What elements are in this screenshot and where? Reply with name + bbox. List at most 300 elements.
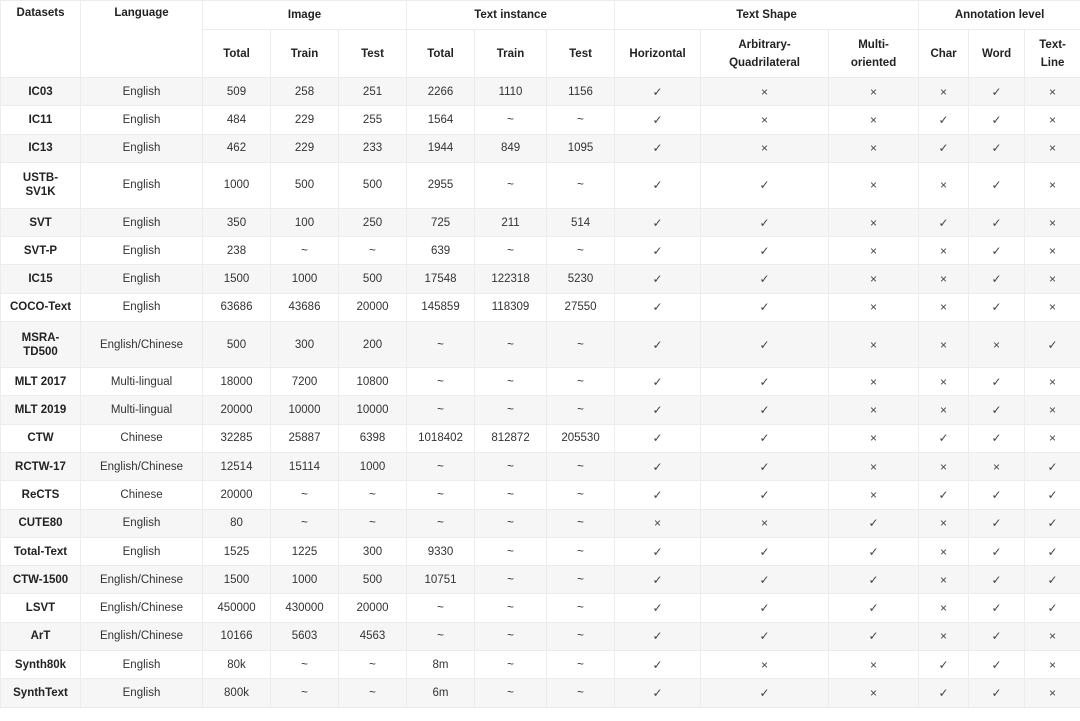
cell-multi-oriented: ✓	[829, 566, 919, 594]
cell-image-test: 255	[339, 106, 407, 134]
cell-dataset: LSVT	[1, 594, 81, 622]
cell-image-train: 5603	[271, 622, 339, 650]
cell-arbitrary-quadrilateral: ✓	[701, 424, 829, 452]
header-arbitrary-quadrilateral: Arbitrary-Quadrilateral	[701, 30, 829, 78]
cell-language: English/Chinese	[81, 452, 203, 480]
cell-text-line: ×	[1025, 208, 1080, 236]
cell-image-total: 80	[203, 509, 271, 537]
table-row	[1, 537, 1080, 565]
cell-arbitrary-quadrilateral: ✓	[701, 594, 829, 622]
header-horizontal: Horizontal	[615, 30, 701, 78]
cell-multi-oriented: ×	[829, 396, 919, 424]
cell-horizontal: ✓	[615, 106, 701, 134]
cell-text-test: 205530	[547, 424, 615, 452]
cell-arbitrary-quadrilateral: ×	[701, 78, 829, 106]
cell-text-line: ×	[1025, 293, 1080, 321]
cell-language: Chinese	[81, 481, 203, 509]
header-word: Word	[969, 30, 1025, 78]
cell-image-train: 258	[271, 78, 339, 106]
cell-text-total: 2266	[407, 78, 475, 106]
cell-dataset: IC13	[1, 134, 81, 162]
cell-dataset: SVT-P	[1, 237, 81, 265]
header-text-train: Train	[475, 30, 547, 78]
header-char: Char	[919, 30, 969, 78]
table-row	[1, 622, 1080, 650]
cell-char: ✓	[919, 106, 969, 134]
cell-image-train: 25887	[271, 424, 339, 452]
cell-word: ✓	[969, 679, 1025, 707]
cell-multi-oriented: ✓	[829, 622, 919, 650]
cell-image-train: 100	[271, 208, 339, 236]
cell-language: English	[81, 208, 203, 236]
cell-text-total: 1944	[407, 134, 475, 162]
cell-horizontal: ✓	[615, 594, 701, 622]
cell-image-train: 1000	[271, 265, 339, 293]
cell-text-train: ~	[475, 651, 547, 679]
cell-multi-oriented: ✓	[829, 594, 919, 622]
cell-text-line: ×	[1025, 424, 1080, 452]
cell-language: English	[81, 651, 203, 679]
cell-text-test: ~	[547, 566, 615, 594]
cell-multi-oriented: ×	[829, 293, 919, 321]
cell-dataset: IC03	[1, 78, 81, 106]
cell-text-test: 1156	[547, 78, 615, 106]
cell-image-test: 200	[339, 322, 407, 368]
table-header	[1, 1, 1080, 78]
cell-image-total: 800k	[203, 679, 271, 707]
cell-word: ✓	[969, 293, 1025, 321]
cell-word: ×	[969, 322, 1025, 368]
cell-arbitrary-quadrilateral: ✓	[701, 293, 829, 321]
cell-text-train: 1110	[475, 78, 547, 106]
cell-arbitrary-quadrilateral: ✓	[701, 368, 829, 396]
cell-text-test: ~	[547, 162, 615, 208]
cell-image-total: 1525	[203, 537, 271, 565]
cell-dataset: Total-Text	[1, 537, 81, 565]
cell-text-line: ×	[1025, 651, 1080, 679]
header-image: Image	[203, 1, 407, 30]
cell-dataset: SynthText	[1, 679, 81, 707]
cell-word: ✓	[969, 424, 1025, 452]
cell-word: ✓	[969, 162, 1025, 208]
cell-image-train: 1225	[271, 537, 339, 565]
cell-arbitrary-quadrilateral: ✓	[701, 481, 829, 509]
cell-text-train: 122318	[475, 265, 547, 293]
cell-image-total: 80k	[203, 651, 271, 679]
cell-image-train: 10000	[271, 396, 339, 424]
table-row	[1, 679, 1080, 707]
table-body	[1, 78, 1080, 708]
cell-text-total: ~	[407, 622, 475, 650]
cell-arbitrary-quadrilateral: ✓	[701, 237, 829, 265]
cell-arbitrary-quadrilateral: ✓	[701, 566, 829, 594]
cell-text-test: 27550	[547, 293, 615, 321]
cell-text-test: ~	[547, 396, 615, 424]
cell-language: English/Chinese	[81, 622, 203, 650]
cell-arbitrary-quadrilateral: ✓	[701, 537, 829, 565]
cell-text-total: ~	[407, 396, 475, 424]
cell-char: ×	[919, 452, 969, 480]
cell-image-train: ~	[271, 509, 339, 537]
cell-image-test: 500	[339, 162, 407, 208]
table-row	[1, 481, 1080, 509]
cell-text-line: ×	[1025, 162, 1080, 208]
cell-text-train: ~	[475, 237, 547, 265]
cell-char: ×	[919, 566, 969, 594]
cell-image-total: 462	[203, 134, 271, 162]
cell-horizontal: ✓	[615, 424, 701, 452]
cell-arbitrary-quadrilateral: ✓	[701, 162, 829, 208]
cell-text-total: ~	[407, 452, 475, 480]
cell-text-total: 10751	[407, 566, 475, 594]
cell-text-total: 8m	[407, 651, 475, 679]
cell-text-train: ~	[475, 162, 547, 208]
cell-horizontal: ✓	[615, 134, 701, 162]
cell-multi-oriented: ✓	[829, 509, 919, 537]
cell-image-test: ~	[339, 509, 407, 537]
cell-image-train: 1000	[271, 566, 339, 594]
cell-dataset: IC15	[1, 265, 81, 293]
table-row	[1, 265, 1080, 293]
cell-word: ✓	[969, 481, 1025, 509]
cell-text-test: ~	[547, 237, 615, 265]
cell-multi-oriented: ×	[829, 452, 919, 480]
table-row	[1, 208, 1080, 236]
cell-text-line: ×	[1025, 622, 1080, 650]
cell-image-test: 233	[339, 134, 407, 162]
cell-word: ✓	[969, 396, 1025, 424]
table-row	[1, 452, 1080, 480]
header-multi-oriented: Multi-oriented	[829, 30, 919, 78]
table-row	[1, 322, 1080, 368]
cell-dataset: ArT	[1, 622, 81, 650]
cell-text-train: ~	[475, 322, 547, 368]
cell-text-total: ~	[407, 322, 475, 368]
cell-text-test: ~	[547, 368, 615, 396]
cell-image-test: 300	[339, 537, 407, 565]
cell-multi-oriented: ×	[829, 78, 919, 106]
cell-text-train: ~	[475, 622, 547, 650]
cell-arbitrary-quadrilateral: ×	[701, 106, 829, 134]
cell-language: English	[81, 537, 203, 565]
cell-word: ✓	[969, 106, 1025, 134]
cell-text-test: ~	[547, 679, 615, 707]
cell-text-test: ~	[547, 106, 615, 134]
cell-text-train: ~	[475, 566, 547, 594]
cell-language: English/Chinese	[81, 322, 203, 368]
cell-image-total: 500	[203, 322, 271, 368]
cell-text-train: 211	[475, 208, 547, 236]
cell-arbitrary-quadrilateral: ×	[701, 651, 829, 679]
table-row	[1, 134, 1080, 162]
cell-dataset: SVT	[1, 208, 81, 236]
cell-word: ✓	[969, 368, 1025, 396]
cell-image-test: ~	[339, 651, 407, 679]
cell-multi-oriented: ×	[829, 208, 919, 236]
cell-multi-oriented: ×	[829, 134, 919, 162]
cell-horizontal: ✓	[615, 78, 701, 106]
cell-text-test: ~	[547, 651, 615, 679]
cell-text-test: ~	[547, 537, 615, 565]
cell-image-total: 10166	[203, 622, 271, 650]
cell-text-test: 1095	[547, 134, 615, 162]
cell-char: ✓	[919, 679, 969, 707]
header-annotation-level: Annotation level	[919, 1, 1080, 30]
cell-multi-oriented: ×	[829, 322, 919, 368]
cell-text-total: ~	[407, 509, 475, 537]
cell-text-total: 1564	[407, 106, 475, 134]
cell-horizontal: ✓	[615, 452, 701, 480]
cell-image-total: 32285	[203, 424, 271, 452]
cell-word: ✓	[969, 265, 1025, 293]
cell-horizontal: ✓	[615, 481, 701, 509]
cell-text-line: ✓	[1025, 509, 1080, 537]
table-row	[1, 651, 1080, 679]
cell-word: ✓	[969, 566, 1025, 594]
header-text-shape: Text Shape	[615, 1, 919, 30]
table-row	[1, 78, 1080, 106]
cell-word: ×	[969, 452, 1025, 480]
cell-language: English	[81, 679, 203, 707]
cell-horizontal: ✓	[615, 237, 701, 265]
cell-char: ✓	[919, 134, 969, 162]
cell-language: English/Chinese	[81, 594, 203, 622]
cell-image-train: 15114	[271, 452, 339, 480]
cell-image-test: ~	[339, 237, 407, 265]
cell-text-total: ~	[407, 368, 475, 396]
cell-image-total: 350	[203, 208, 271, 236]
header-text-total: Total	[407, 30, 475, 78]
table-row	[1, 424, 1080, 452]
cell-horizontal: ✓	[615, 537, 701, 565]
cell-arbitrary-quadrilateral: ✓	[701, 265, 829, 293]
cell-arbitrary-quadrilateral: ×	[701, 509, 829, 537]
cell-text-test: 514	[547, 208, 615, 236]
cell-char: ✓	[919, 481, 969, 509]
cell-text-line: ✓	[1025, 452, 1080, 480]
cell-char: ×	[919, 293, 969, 321]
cell-image-total: 63686	[203, 293, 271, 321]
cell-image-test: 20000	[339, 293, 407, 321]
header-text-test: Test	[547, 30, 615, 78]
cell-text-train: ~	[475, 368, 547, 396]
cell-char: ×	[919, 509, 969, 537]
header-image-train: Train	[271, 30, 339, 78]
table-row	[1, 368, 1080, 396]
cell-dataset: USTB-SV1K	[1, 162, 81, 208]
cell-text-total: 145859	[407, 293, 475, 321]
cell-horizontal: ✓	[615, 162, 701, 208]
table-row	[1, 566, 1080, 594]
cell-language: English	[81, 78, 203, 106]
cell-arbitrary-quadrilateral: ✓	[701, 322, 829, 368]
cell-language: English	[81, 293, 203, 321]
header-language: Language	[81, 1, 203, 78]
header-datasets: Datasets	[1, 1, 81, 78]
cell-text-line: ×	[1025, 237, 1080, 265]
cell-text-line: ×	[1025, 134, 1080, 162]
cell-text-test: ~	[547, 322, 615, 368]
cell-multi-oriented: ×	[829, 424, 919, 452]
cell-image-total: 1000	[203, 162, 271, 208]
table-row	[1, 162, 1080, 208]
cell-image-train: ~	[271, 679, 339, 707]
cell-text-test: ~	[547, 594, 615, 622]
cell-horizontal: ✓	[615, 651, 701, 679]
cell-dataset: Synth80k	[1, 651, 81, 679]
table-row	[1, 237, 1080, 265]
cell-multi-oriented: ×	[829, 368, 919, 396]
cell-text-test: ~	[547, 509, 615, 537]
cell-text-total: 1018402	[407, 424, 475, 452]
header-group-row	[1, 1, 1080, 30]
cell-image-train: 7200	[271, 368, 339, 396]
cell-dataset: MSRA-TD500	[1, 322, 81, 368]
cell-text-line: ✓	[1025, 481, 1080, 509]
cell-text-total: 17548	[407, 265, 475, 293]
cell-multi-oriented: ×	[829, 237, 919, 265]
cell-image-test: 10000	[339, 396, 407, 424]
cell-text-train: ~	[475, 594, 547, 622]
header-text-instance: Text instance	[407, 1, 615, 30]
cell-image-test: 10800	[339, 368, 407, 396]
cell-arbitrary-quadrilateral: ✓	[701, 679, 829, 707]
cell-word: ✓	[969, 134, 1025, 162]
cell-dataset: IC11	[1, 106, 81, 134]
cell-horizontal: ✓	[615, 622, 701, 650]
cell-dataset: COCO-Text	[1, 293, 81, 321]
cell-word: ✓	[969, 537, 1025, 565]
cell-language: English/Chinese	[81, 566, 203, 594]
cell-horizontal: ×	[615, 509, 701, 537]
cell-multi-oriented: ×	[829, 162, 919, 208]
cell-multi-oriented: ×	[829, 106, 919, 134]
cell-text-train: ~	[475, 396, 547, 424]
cell-horizontal: ✓	[615, 368, 701, 396]
cell-text-line: ×	[1025, 78, 1080, 106]
cell-char: ×	[919, 78, 969, 106]
cell-text-total: 2955	[407, 162, 475, 208]
cell-text-line: ✓	[1025, 594, 1080, 622]
cell-language: Multi-lingual	[81, 368, 203, 396]
cell-text-total: ~	[407, 594, 475, 622]
cell-word: ✓	[969, 594, 1025, 622]
cell-text-test: ~	[547, 622, 615, 650]
cell-image-total: 484	[203, 106, 271, 134]
cell-image-test: 1000	[339, 452, 407, 480]
cell-image-total: 12514	[203, 452, 271, 480]
cell-word: ✓	[969, 237, 1025, 265]
cell-text-train: ~	[475, 509, 547, 537]
cell-image-train: ~	[271, 481, 339, 509]
cell-language: English	[81, 106, 203, 134]
cell-text-total: 9330	[407, 537, 475, 565]
table-row	[1, 594, 1080, 622]
cell-image-total: 1500	[203, 566, 271, 594]
table-row	[1, 293, 1080, 321]
cell-horizontal: ✓	[615, 265, 701, 293]
cell-image-total: 18000	[203, 368, 271, 396]
cell-char: ×	[919, 622, 969, 650]
cell-image-total: 509	[203, 78, 271, 106]
cell-text-train: 812872	[475, 424, 547, 452]
cell-horizontal: ✓	[615, 322, 701, 368]
cell-language: English	[81, 237, 203, 265]
cell-char: ×	[919, 537, 969, 565]
cell-horizontal: ✓	[615, 566, 701, 594]
cell-dataset: CUTE80	[1, 509, 81, 537]
cell-char: ×	[919, 265, 969, 293]
header-text-line: Text-Line	[1025, 30, 1080, 78]
cell-text-train: ~	[475, 452, 547, 480]
cell-arbitrary-quadrilateral: ✓	[701, 208, 829, 236]
cell-image-train: 300	[271, 322, 339, 368]
cell-char: ×	[919, 368, 969, 396]
cell-text-line: ×	[1025, 396, 1080, 424]
cell-image-train: ~	[271, 237, 339, 265]
cell-text-test: ~	[547, 481, 615, 509]
cell-text-train: 118309	[475, 293, 547, 321]
cell-word: ✓	[969, 651, 1025, 679]
cell-text-line: ×	[1025, 106, 1080, 134]
cell-text-train: ~	[475, 106, 547, 134]
cell-image-test: 500	[339, 265, 407, 293]
cell-language: English	[81, 134, 203, 162]
cell-image-train: ~	[271, 651, 339, 679]
cell-text-line: ✓	[1025, 537, 1080, 565]
cell-horizontal: ✓	[615, 208, 701, 236]
cell-image-test: 500	[339, 566, 407, 594]
cell-text-total: 6m	[407, 679, 475, 707]
cell-text-line: ×	[1025, 679, 1080, 707]
cell-image-test: 6398	[339, 424, 407, 452]
cell-dataset: MLT 2019	[1, 396, 81, 424]
cell-image-train: 500	[271, 162, 339, 208]
cell-text-total: 639	[407, 237, 475, 265]
table-row	[1, 106, 1080, 134]
cell-char: ✓	[919, 208, 969, 236]
cell-word: ✓	[969, 208, 1025, 236]
cell-text-train: 849	[475, 134, 547, 162]
cell-arbitrary-quadrilateral: ✓	[701, 622, 829, 650]
cell-text-total: 725	[407, 208, 475, 236]
cell-image-test: 20000	[339, 594, 407, 622]
cell-image-total: 20000	[203, 481, 271, 509]
cell-image-train: 229	[271, 106, 339, 134]
cell-text-test: ~	[547, 452, 615, 480]
cell-dataset: CTW-1500	[1, 566, 81, 594]
cell-multi-oriented: ✓	[829, 537, 919, 565]
table-row	[1, 509, 1080, 537]
header-image-total: Total	[203, 30, 271, 78]
cell-arbitrary-quadrilateral: ✓	[701, 396, 829, 424]
cell-dataset: MLT 2017	[1, 368, 81, 396]
cell-word: ✓	[969, 509, 1025, 537]
cell-language: Chinese	[81, 424, 203, 452]
cell-word: ✓	[969, 78, 1025, 106]
cell-multi-oriented: ×	[829, 481, 919, 509]
cell-image-test: 251	[339, 78, 407, 106]
header-image-test: Test	[339, 30, 407, 78]
cell-image-test: 250	[339, 208, 407, 236]
cell-image-total: 1500	[203, 265, 271, 293]
cell-language: Multi-lingual	[81, 396, 203, 424]
cell-word: ✓	[969, 622, 1025, 650]
cell-dataset: RCTW-17	[1, 452, 81, 480]
cell-image-total: 450000	[203, 594, 271, 622]
cell-char: ×	[919, 594, 969, 622]
cell-language: English	[81, 162, 203, 208]
